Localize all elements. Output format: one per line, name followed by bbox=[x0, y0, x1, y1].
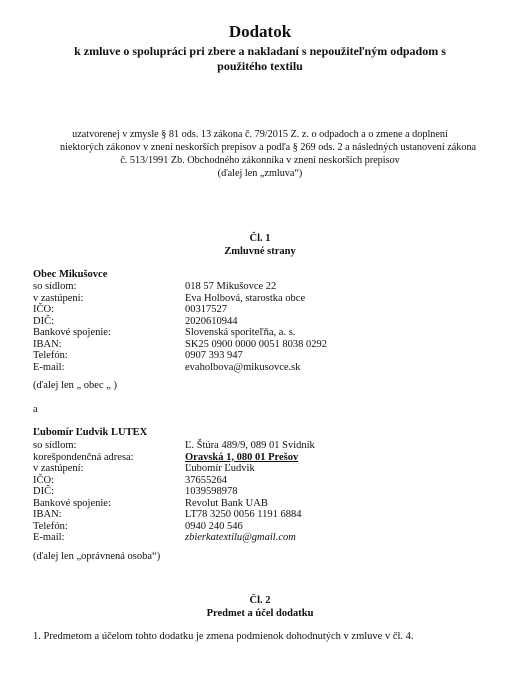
article-2-heading bbox=[0, 594, 520, 620]
detail-row bbox=[33, 452, 493, 464]
detail-label: IBAN: bbox=[33, 509, 62, 520]
party-2-details bbox=[33, 440, 493, 544]
detail-row bbox=[33, 498, 493, 510]
party-2-name: Ľubomír Ľudvik LUTEX bbox=[33, 427, 148, 438]
party-1-details bbox=[33, 281, 493, 373]
correspondence-address: Oravská 1, 080 01 Prešov bbox=[185, 451, 299, 463]
detail-row bbox=[33, 316, 493, 328]
intro-paragraph bbox=[60, 128, 477, 180]
intro-line: uzatvorenej v zmysle § 81 ods. 13 zákona č. 79/2015 Z. z. o odpadoch a o zmene a doplnení bbox=[72, 129, 448, 140]
subtitle-line: k zmluve o spolupráci pri zbere a nakladaní s nepoužiteľným odpadom s bbox=[74, 44, 446, 58]
email-link[interactable]: evaholbova@mikusovce.sk bbox=[185, 361, 301, 373]
detail-row bbox=[33, 440, 493, 452]
intro-line: č. 513/1991 Zb. Obchodného zákonníka v znení neskorších prepisov bbox=[120, 155, 400, 166]
detail-value: SK25 0900 0000 0051 8038 0292 bbox=[185, 338, 328, 350]
subtitle-line: použitého textilu bbox=[217, 59, 303, 73]
detail-label: Telefón: bbox=[33, 520, 68, 532]
detail-label: DIČ: bbox=[33, 315, 54, 327]
party-1-note: (ďalej len „ obec „ ) bbox=[33, 380, 118, 391]
detail-label: v zastúpení: bbox=[33, 292, 84, 304]
document-subtitle bbox=[40, 44, 480, 74]
detail-value: 0907 393 947 bbox=[185, 350, 243, 361]
detail-value: 018 57 Mikušovce 22 bbox=[185, 281, 277, 292]
paragraph-1: 1. Predmetom a účelom tohto dodatku je zmena podmienok dohodnutých v zmluve v čl. 4. bbox=[33, 631, 414, 642]
connector: a bbox=[33, 404, 38, 415]
detail-label: Telefón: bbox=[33, 350, 68, 361]
detail-row bbox=[33, 339, 493, 351]
detail-label: v zastúpení: bbox=[33, 463, 84, 474]
detail-label: E-mail: bbox=[33, 361, 65, 373]
detail-row bbox=[33, 327, 493, 339]
detail-row bbox=[33, 521, 493, 533]
detail-row bbox=[33, 304, 493, 316]
detail-label: E-mail: bbox=[33, 532, 65, 543]
detail-value: 2020610944 bbox=[185, 315, 238, 327]
article-number: Čl. 2 bbox=[249, 595, 271, 606]
detail-label: korešpondenčná adresa: bbox=[33, 451, 134, 463]
detail-label: Bankové spojenie: bbox=[33, 497, 111, 509]
detail-label: IBAN: bbox=[33, 338, 62, 350]
detail-row bbox=[33, 463, 493, 475]
detail-value: 0940 240 546 bbox=[185, 520, 243, 532]
detail-row bbox=[33, 475, 493, 487]
intro-line: niektorých zákonov v znení neskorších prepisov a podľa § 269 ods. 2 a následných ustanovení zákona bbox=[60, 142, 477, 153]
detail-value: Slovenská sporiteľňa, a. s. bbox=[185, 327, 296, 338]
detail-label: IČO: bbox=[33, 304, 54, 315]
detail-value: 37655264 bbox=[185, 474, 227, 486]
article-1-heading bbox=[0, 232, 520, 258]
detail-value: 00317527 bbox=[185, 304, 227, 315]
party-1-name: Obec Mikušovce bbox=[33, 269, 108, 280]
detail-label: Bankové spojenie: bbox=[33, 327, 111, 338]
detail-value: Ľubomír Ľudvik bbox=[185, 463, 255, 474]
email-link[interactable]: zbierkatextilu@gmail.com bbox=[185, 532, 296, 543]
detail-row bbox=[33, 293, 493, 305]
detail-value: Ľ. Štúra 489/9, 089 01 Svidník bbox=[185, 440, 315, 451]
detail-value: Revolut Bank UAB bbox=[185, 497, 268, 509]
detail-label: DIČ: bbox=[33, 486, 54, 497]
article-title: Zmluvné strany bbox=[224, 246, 296, 257]
detail-value: Eva Holbová, starostka obce bbox=[185, 292, 306, 304]
detail-row bbox=[33, 532, 493, 544]
intro-line: (ďalej len „zmluva“) bbox=[217, 168, 303, 179]
detail-label: so sídlom: bbox=[33, 440, 77, 451]
detail-value: LT78 3250 0056 1191 6884 bbox=[185, 509, 302, 520]
article-number: Čl. 1 bbox=[249, 233, 271, 244]
detail-row bbox=[33, 362, 493, 374]
article-title: Predmet a účel dodatku bbox=[206, 608, 314, 619]
document-title: Dodatok bbox=[228, 22, 292, 41]
detail-value: 1039598978 bbox=[185, 486, 238, 497]
detail-label: IČO: bbox=[33, 474, 54, 486]
detail-row bbox=[33, 281, 493, 293]
detail-label: so sídlom: bbox=[33, 281, 77, 292]
detail-row bbox=[33, 509, 493, 521]
detail-row bbox=[33, 350, 493, 362]
detail-row bbox=[33, 486, 493, 498]
party-2-note: (ďalej len „oprávnená osoba“) bbox=[33, 551, 161, 562]
